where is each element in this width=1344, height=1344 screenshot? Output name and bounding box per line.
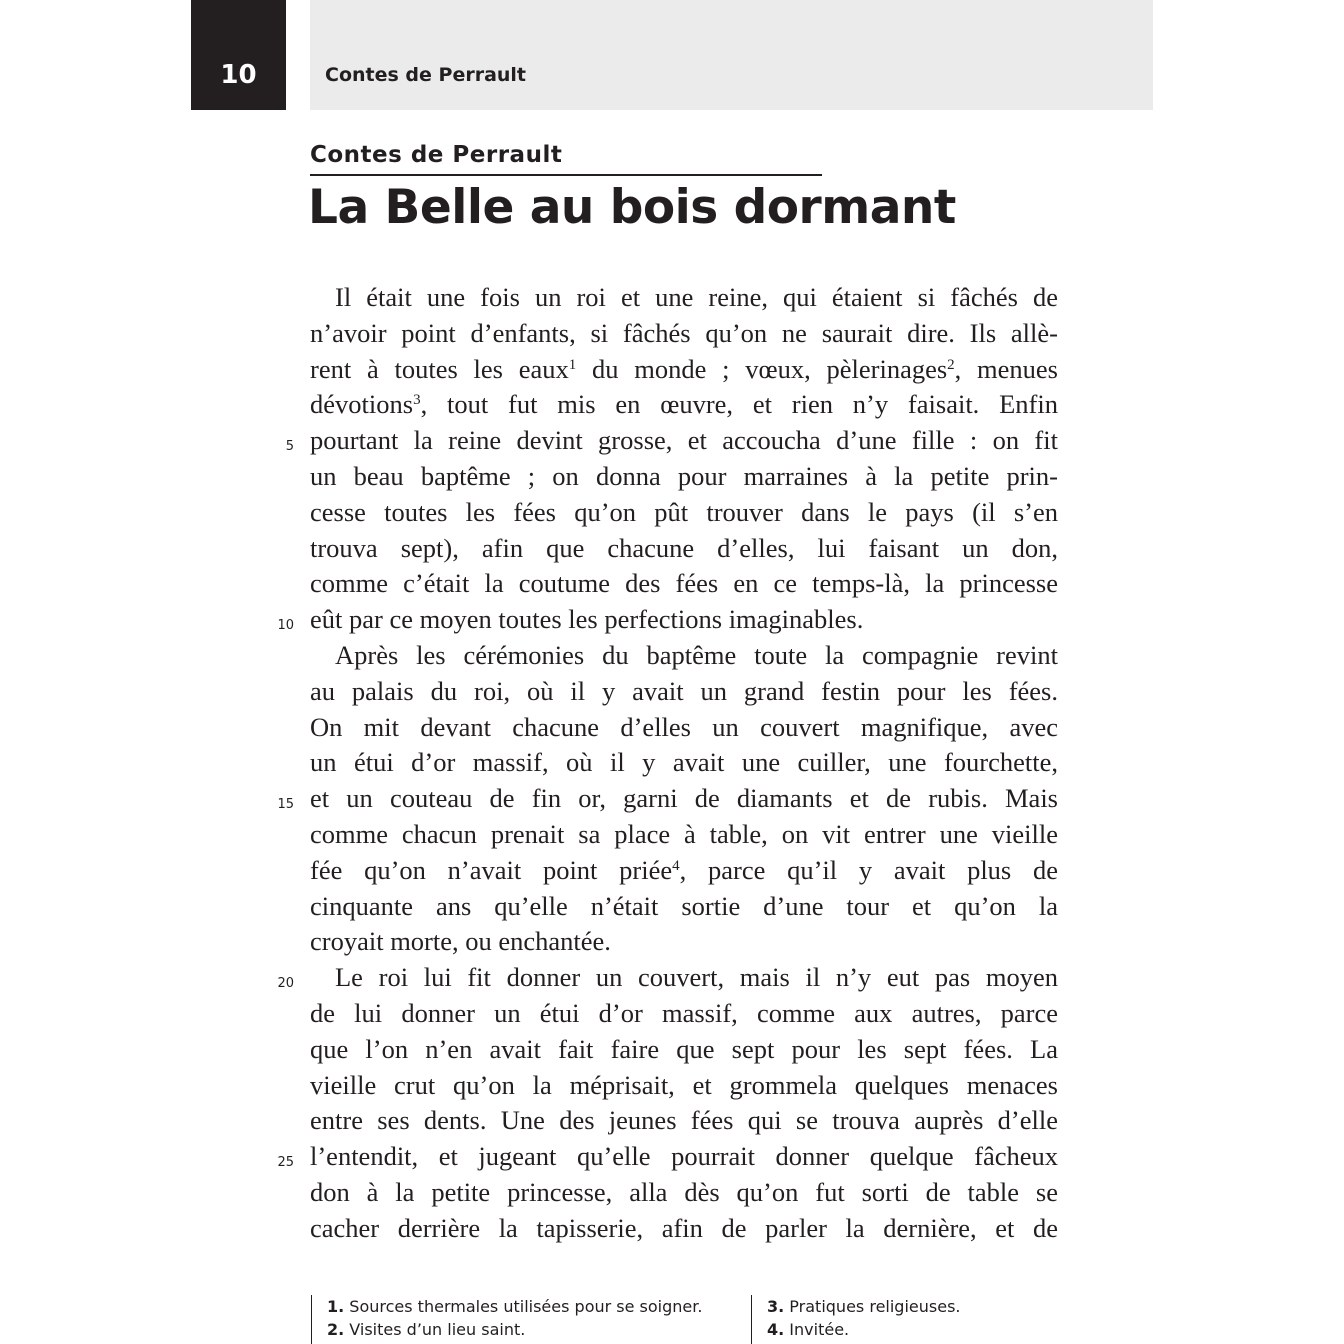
text-line: cesse toutes les fées qu’on pût trouver dans le pays (il s’en — [310, 496, 1058, 527]
line-number: 5 — [285, 439, 294, 454]
text-line: dévotions$^3$, tout fut mis en œuvre, et rien n’y faisait. Enfin — [310, 389, 1058, 420]
text-line: eût par ce moyen toutes les perfections imaginables. — [310, 604, 864, 635]
line-number: 10 — [277, 618, 294, 633]
text-line: fée qu’on n’avait point priée$^4$, parce qu’il y avait plus de — [310, 854, 1058, 885]
text-line: On mit devant chacune d’elles un couvert magnifique, avec — [310, 711, 1058, 742]
running-title: Contes de Perrault — [325, 64, 527, 86]
text-line: cacher derrière la tapisserie, afin de parler la dernière, et de — [310, 1212, 1058, 1243]
text-line: trouva sept), afin que chacune d’elles, lui faisant un don, — [310, 532, 1058, 563]
footnotes-left — [311, 1295, 702, 1344]
text-line: cinquante ans qu’elle n’était sortie d’une tour et qu’on la — [310, 890, 1058, 921]
text-line: comme c’était la coutume des fées en ce temps-là, la princesse — [310, 568, 1058, 599]
text-line: n’avoir point d’enfants, si fâchés qu’on ne saurait dire. Ils allè- — [310, 317, 1058, 348]
footnote-ref: 2 — [947, 356, 955, 373]
line-number: 25 — [277, 1155, 294, 1170]
page-number: 10 — [191, 0, 286, 110]
text-line: de lui donner un étui d’or massif, comme aux autres, parce — [310, 997, 1058, 1028]
text-line: entre ses dents. Une des jeunes fées qui se trouva auprès d’elle — [310, 1105, 1058, 1136]
line-number: 15 — [277, 797, 294, 812]
book-kicker: Contes de Perrault — [310, 142, 822, 176]
text-line: rent à toutes les eaux$^1$ du monde ; vœux, pèlerinages$^2$, menues — [310, 353, 1058, 384]
story-title: La Belle au bois dormant — [308, 180, 956, 235]
text-line: un étui d’or massif, où il y avait une cuiller, une fourchette, — [310, 747, 1058, 778]
text-line: Le roi lui fit donner un couvert, mais il n’y eut pas moyen — [335, 962, 1058, 993]
text-line: comme chacun prenait sa place à table, on vit entrer une vieille — [310, 818, 1058, 849]
body-text — [310, 280, 1058, 1247]
footnote: 4. Invitée. — [767, 1320, 850, 1339]
text-line: croyait morte, ou enchantée. — [310, 926, 611, 957]
text-line: que l’on n’en avait fait faire que sept pour les sept fées. La — [310, 1033, 1058, 1064]
footnote-ref: 1 — [568, 356, 577, 373]
text-line: et un couteau de fin or, garni de diamants et de rubis. Mais — [310, 783, 1058, 814]
text-line: l’entendit, et jugeant qu’elle pourrait donner quelque fâcheux — [310, 1141, 1058, 1172]
text-line: au palais du roi, où il y avait un grand festin pour les fées. — [310, 675, 1058, 706]
line-number: 20 — [277, 976, 294, 991]
text-line: un beau baptême ; on donna pour marraines à la petite prin- — [310, 460, 1058, 491]
text-line: Il était une fois un roi et une reine, qui étaient si fâchés de — [335, 282, 1058, 312]
footnote: 2. Visites d’un lieu saint. — [327, 1320, 526, 1339]
footnotes-right — [751, 1295, 960, 1344]
footnote: 3. Pratiques religieuses. — [767, 1297, 961, 1316]
running-header — [310, 0, 1153, 110]
footnote-ref: 4 — [672, 857, 680, 874]
text-line: vieille crut qu’on la méprisait, et grommela quelques menaces — [310, 1069, 1058, 1100]
text-line: Après les cérémonies du baptême toute la compagnie revint — [335, 639, 1058, 670]
footnote-ref: 3 — [413, 392, 421, 409]
text-line: pourtant la reine devint grosse, et accoucha d’une fille : on fit — [310, 425, 1058, 456]
text-line: don à la petite princesse, alla dès qu’on fut sorti de table se — [310, 1176, 1058, 1207]
footnote: 1. Sources thermales utilisées pour se soigner. — [327, 1297, 703, 1316]
